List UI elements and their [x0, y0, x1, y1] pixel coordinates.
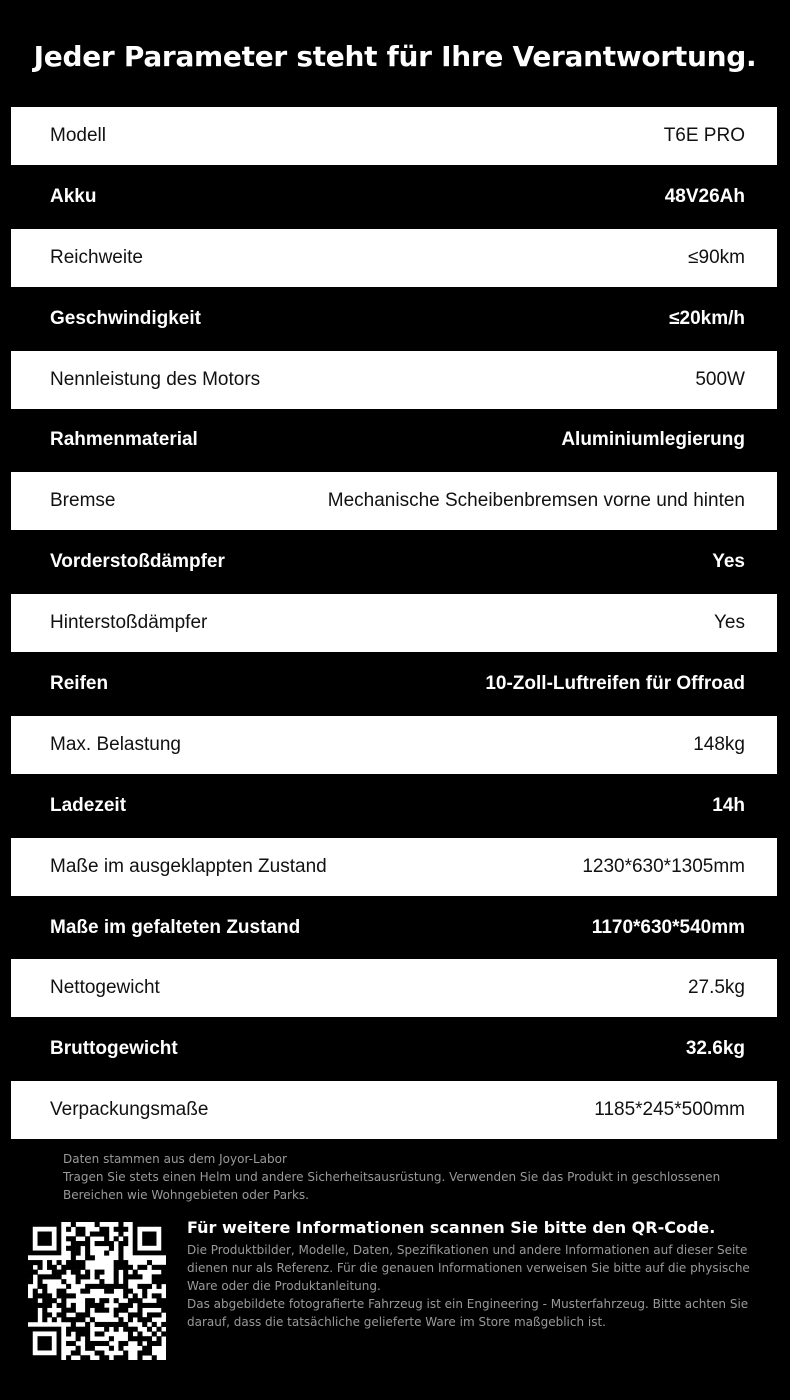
spec-label: Maße im ausgeklappten Zustand: [50, 855, 327, 877]
spec-label: Reichweite: [50, 246, 143, 268]
spec-row: [11, 959, 777, 1017]
info-disclaimer: Die Produktbilder, Modelle, Daten, Spezifikationen und andere Informationen auf dieser Seite dienen nur als Referenz. Für die genauen Informationen verweisen Sie bitte auf die physische Ware oder die Produktanleitung.: [187, 1243, 750, 1293]
spec-label: Akku: [50, 185, 97, 207]
spec-row: [11, 229, 777, 287]
info-heading: Für weitere Informationen scannen Sie bitte den QR-Code.: [187, 1218, 716, 1237]
spec-label: Modell: [50, 125, 106, 146]
spec-value: Yes: [714, 612, 745, 634]
spec-row: [11, 107, 777, 165]
spec-label: Ladezeit: [50, 794, 127, 816]
spec-label: Vorderstoßdämpfer: [50, 551, 225, 573]
spec-value: T6E PRO: [663, 125, 745, 146]
spec-label: Geschwindigkeit: [50, 307, 201, 329]
page-title: Jeder Parameter steht für Ihre Verantwortung.: [33, 40, 757, 73]
spec-row: [11, 655, 777, 713]
spec-value: Mechanische Scheibenbremsen vorne und hinten: [327, 490, 745, 512]
info-text: [187, 1241, 777, 1331]
spec-row: [11, 411, 777, 469]
spec-label: Rahmenmaterial: [50, 429, 198, 451]
spec-label: Hinterstoßdämpfer: [50, 612, 208, 634]
spec-value: 14h: [712, 794, 745, 816]
spec-table: [11, 107, 777, 1142]
spec-row: [11, 351, 777, 409]
spec-label: Max. Belastung: [50, 733, 181, 755]
spec-label: Reifen: [50, 673, 109, 695]
spec-row: [11, 899, 777, 957]
spec-value: ≤20km/h: [669, 307, 745, 329]
spec-value: 1170*630*540mm: [591, 916, 745, 938]
spec-row: [11, 716, 777, 774]
info-block: [187, 1218, 777, 1331]
info-vehicle-note: Das abgebildete fotografierte Fahrzeug ist ein Engineering - Musterfahrzeug. Bitte achten Sie darauf, dass die tatsächliche gelieferte Ware im Store maßgeblich ist.: [187, 1297, 749, 1329]
spec-value: ≤90km: [688, 246, 745, 268]
spec-row: [11, 290, 777, 348]
spec-value: 148kg: [693, 733, 745, 755]
spec-row: [11, 838, 777, 896]
spec-label: Bremse: [50, 490, 116, 512]
spec-label: Verpackungsmaße: [50, 1099, 209, 1121]
spec-value: 27.5kg: [687, 977, 745, 999]
spec-row: [11, 533, 777, 591]
spec-value: 32.6kg: [685, 1038, 745, 1060]
spec-label: Bruttogewicht: [50, 1038, 178, 1060]
notes: [63, 1150, 773, 1204]
spec-label: Nettogewicht: [50, 977, 160, 999]
spec-label: Nennleistung des Motors: [50, 368, 261, 390]
spec-value: Aluminiumlegierung: [561, 429, 745, 451]
spec-row: [11, 594, 777, 652]
spec-value: 500W: [695, 368, 745, 390]
spec-value: 48V26Ah: [664, 185, 745, 207]
spec-row: [11, 1081, 777, 1139]
spec-value: 1230*630*1305mm: [582, 855, 745, 877]
spec-row: [11, 472, 777, 530]
qr-code-icon[interactable]: [28, 1222, 166, 1360]
source-note: Daten stammen aus dem Joyor-Labor: [63, 1152, 287, 1166]
spec-value: 10-Zoll-Luftreifen für Offroad: [485, 673, 745, 695]
safety-note: Tragen Sie stets einen Helm und andere Sicherheitsausrüstung. Verwenden Sie das Produkt in geschlossenen Bereichen wie Wohngebieten oder Parks.: [63, 1170, 721, 1202]
spec-row: [11, 777, 777, 835]
spec-row: [11, 1020, 777, 1078]
spec-label: Maße im gefalteten Zustand: [50, 916, 301, 938]
spec-value: 1185*245*500mm: [594, 1099, 745, 1121]
spec-value: Yes: [712, 551, 745, 573]
spec-row: [11, 168, 777, 226]
